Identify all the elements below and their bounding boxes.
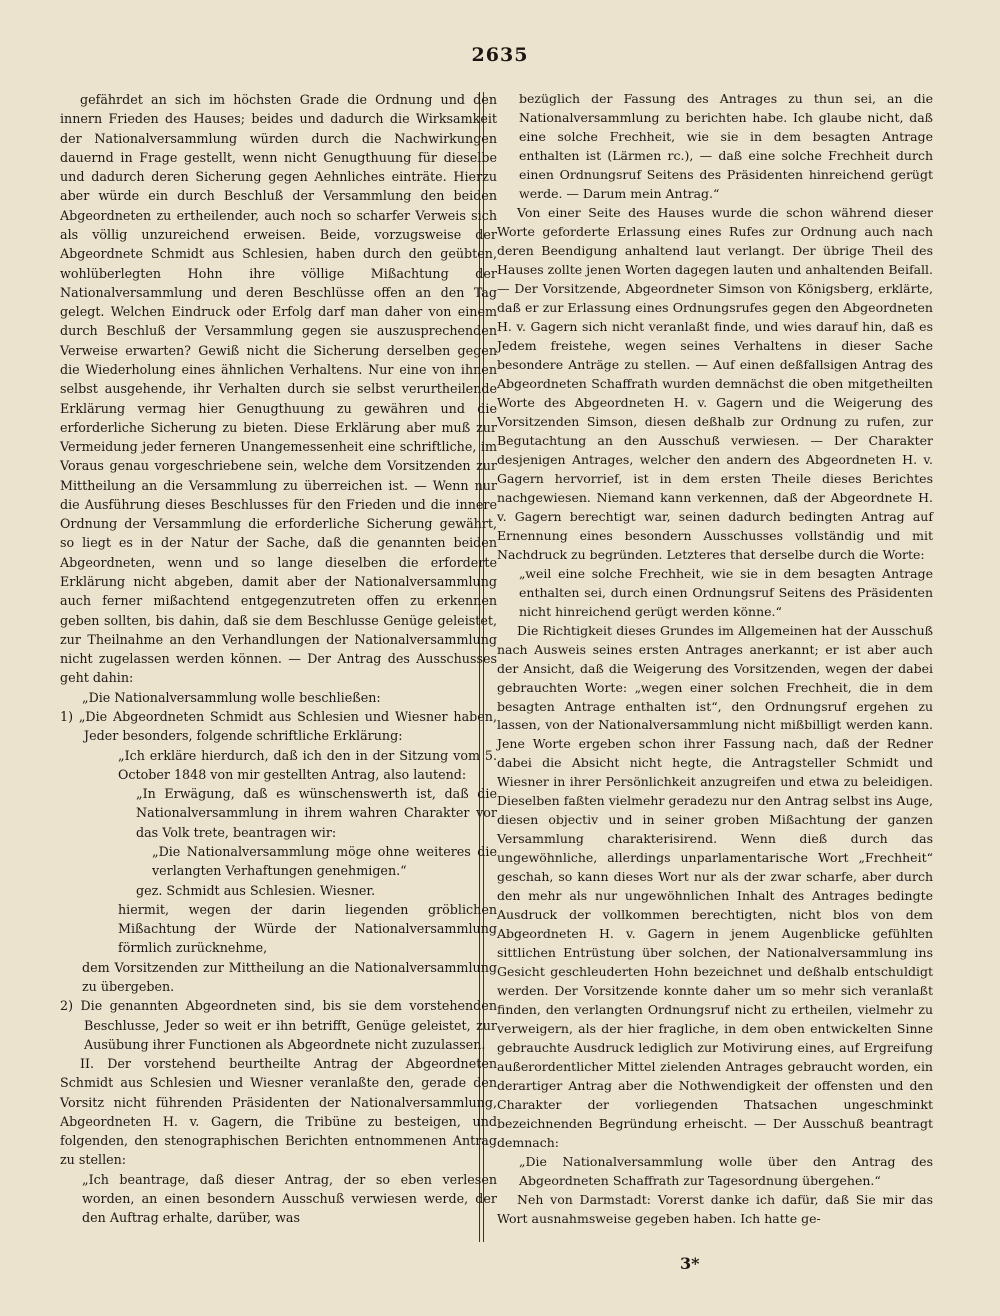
paragraph: „Die Nationalversammlung wolle über den Antrag des Abgeordneten Schaffrath zur Tagesordnung übergehen.“ <box>519 1154 933 1189</box>
paragraph: II. Der vorstehend beurtheilte Antrag der Abgeordneten Schmidt aus Schlesien und Wiesner veranlaßte den, gerade den Vorsitz nicht führenden Präsidenten der Nationalversammlung, Abgeordneten H. v. Gagern, die Tribüne zu besteigen, und folgenden, den stenographischen Berichten entnommenen Antrag zu stellen: <box>60 1056 497 1168</box>
paragraph: „Die Nationalversammlung möge ohne weiteres die verlangten Verhaftungen genehmigen.“ <box>152 843 497 879</box>
paragraph: „Ich erkläre hierdurch, daß ich den in der Sitzung vom 5. October 1848 von mir gestellten Antrag, also lautend: <box>118 747 497 782</box>
paragraph: Neh von Darmstadt: Vorerst danke ich dafür, daß Sie mir das Wort ausnahmsweise gegeben haben. Ich hatte ge- <box>497 1192 933 1227</box>
paragraph: „Ich beantrage, daß dieser Antrag, der so eben verlesen worden, an einen besondern Ausschuß verwiesen werde, der den Auftrag erhalte, darüber, was <box>82 1171 497 1226</box>
paragraph: gez. Schmidt aus Schlesien. Wiesner. <box>136 882 376 898</box>
sheet-signature: 3* <box>680 1254 700 1273</box>
paragraph: „Die Nationalversammlung wolle beschließen: <box>82 689 381 705</box>
paragraph: dem Vorsitzenden zur Mittheilung an die Nationalversammlung zu übergeben. <box>82 959 497 994</box>
paragraph: „In Erwägung, daß es wünschenswerth ist, daß die Nationalversammlung in ihrem wahren Charakter vor das Volk trete, beantragen wir: <box>136 786 497 840</box>
paragraph: „weil eine solche Frechheit, wie sie in dem besagten Antrage enthalten sei, durch einen Ordnungsruf Seitens des Präsidenten nicht hinreichend gerügt werden könne.“ <box>519 565 933 619</box>
paragraph: Die Richtigkeit dieses Grundes im Allgemeinen hat der Ausschuß nach Ausweis seines ersten Antrages anerkannt; er ist aber auch der Ansicht, daß die Weigerung des Vorsitzenden, wegen der dabei gebrauchten Worte: „wegen einer solchen Frechheit, die in dem besagten Antrage enthalten ist“, den Ordnungsruf ergehen zu lassen, von der Nationalversammlung nicht mißbilligt werden kann. Jene Worte ergeben schon ihrer Fassung nach, daß der Redner dabei die Absicht nicht hegte, die Antragsteller Schmidt und Wiesner in ihrer Persönlichkeit anzugreifen und etwa zu beleidigen. Dieselben faßten vielmehr geradezu nur den Antrag selbst ins Auge, diesen objectiv und in seiner groben Mißachtung der ganzen Versammlung charakterisirend. Wenn dieß durch das ungewöhnliche, allerdings unparlamentarische Wort „Frechheit“ geschah, so kann dieses Wort nur als der zwar scharfe, aber durch den mehr als nur ungewöhnlichen Inhalt des Antrages bedingte Ausdruck der vollkommen berechtigten, nicht blos von dem Abgeordneten H. v. Gagern in jenem Augenblicke gefühlten sittlichen Entrüstung über solchen, der Nationalversammlung ins Gesicht geschleuderten Hohn bezeichnet und deßhalb entschuldigt werden. Der Vorsitzende konnte daher um so mehr sich veranlaßt finden, den verlangten Ordnungsruf nicht zu ertheilen, vielmehr zu verweigern, als der hier fragliche, in dem oben entwickelten Sinne gebrauchte Ausdruck lediglich zur Motivirung eines, auf Ergreifung außerordentlicher Mittel zielenden Antrages gebraucht worden, ein derartiger Antrag aber die Nothwendigkeit der offensten und den Charakter der vorliegenden Thatsachen ungeschminkt bezeichnenden Begründung erheischt. — Der Ausschuß beantragt demnach: <box>497 622 933 1151</box>
paragraph: Von einer Seite des Hauses wurde die schon während dieser Worte geforderte Erlassung eines Rufes zur Ordnung auch nach deren Beendigung anhaltend laut verlangt. Der übrige Theil des Hauses zollte jenen Worten dagegen lauten und anhaltenden Beifall. — Der Vorsitzende, Abgeordneter Simson von Königsberg, erklärte, daß er zur Erlassung eines Ordnungsrufes gegen den Abgeordneten H. v. Gagern sich nicht veranlaßt finde, und wies darauf hin, daß es Jedem freistehe, wegen seines Verhaltens in dieser Sache besondere Anträge zu stellen. — Auf einen deßfallsigen Antrag des Abgeordneten Schaffrath wurden demnächst die oben mitgetheilten Worte des Abgeordneten H. v. Gagern und die Weigerung des Vorsitzenden Simson, diesen deßhalb zur Ordnung zu rufen, zur Begutachtung an den Ausschuß verwiesen. — Der Charakter desjenigen Antrages, welcher den andern des Abgeordneten H. v. Gagern hervorrief, ist in dem ersten Theile dieses Berichtes nachgewiesen. Niemand kann verkennen, daß der Abgeordnete H. v. Gagern berechtigt war, seinen dadurch bedingten Antrag auf Ernennung eines besondern Ausschusses vollständig und mit Nachdruck zu begründen. Letzteres that derselbe durch die Worte: <box>497 204 933 562</box>
paragraph: hiermit, wegen der darin liegenden gröblichen Mißachtung der Würde der Nationalversammlung förmlich zurücknehme, <box>118 901 497 956</box>
right-column <box>497 90 933 1229</box>
paragraph: gefährdet an sich im höchsten Grade die Ordnung und den innern Frieden des Hauses; beides und dadurch die Wirksamkeit der Nationalversammlung würden durch die Nachwirkungen dauernd in Frage gestellt, wenn nicht Genugthuung für dieselbe und dadurch deren Sicherung gegen Aehnliches einträte. Hierzu aber würde ein durch Beschluß der Versammlung den beiden Abgeordneten zu ertheilender, auch noch so scharfer Verweis sich als völlig unzureichend erweisen. Beide, vorzugsweise der Abgeordnete Schmidt aus Schlesien, haben durch den geübten, wohlüberlegten Hohn ihre völlige Mißachtung der Nationalversammlung und deren Beschlüsse offen an den Tag gelegt. Welchen Eindruck oder Erfolg darf man daher von einem durch Beschluß der Versammlung gegen sie auszusprechenden Verweise erwarten? Gewiß nicht die Sicherung derselben gegen die Wiederholung eines ähnlichen Verhaltens. Nur eine von ihnen selbst ausgehende, ihr Verhalten durch sie selbst verurtheilende Erklärung vermag hier Genugthuung zu gewähren und die erforderliche Sicherung zu bieten. Diese Erklärung aber muß zur Vermeidung jeder ferneren Unangemessenheit eine schriftliche, im Voraus genau vorgeschriebene sein, welche dem Vorsitzenden zur Mittheilung an die Versammlung zu überreichen ist. — Wenn nur die Ausführung dieses Beschlusses für den Frieden und die innere Ordnung der Versammlung die erforderliche Sicherung gewährt, so liegt es in der Natur der Sache, daß die genannten beiden Abgeordneten, wenn und so lange dieselben die erforderte Erklärung nicht abgeben, damit aber der Nationalversammlung auch ferner mißachtend entgegenzutreten offen zu erkennen geben sollten, bis dahin, daß sie dem Beschlusse Genüge geleistet, zur Theilnahme an den Verhandlungen der Nationalversammlung nicht zugelassen werden können. — Der Antrag des Ausschusses geht dahin: <box>60 92 497 686</box>
left-column <box>60 90 497 1228</box>
page-number: 2635 <box>471 44 529 66</box>
paragraph: bezüglich der Fassung des Antrages zu thun sei, an die Nationalversammlung zu berichten habe. Ich glaube nicht, daß eine solche Frechheit, wie sie in dem besagten Antrage enthalten ist (Lärmen rc.), — daß eine solche Frechheit durch einen Ordnungsruf Seitens des Präsidenten hinreichend gerügt werde. — Darum mein Antrag.“ <box>519 91 933 201</box>
paragraph: 1) „Die Abgeordneten Schmidt aus Schlesien und Wiesner haben, Jeder besonders, folgende schriftliche Erklärung: <box>60 709 497 744</box>
paragraph: 2) Die genannten Abgeordneten sind, bis sie dem vorstehenden Beschlusse, Jeder so weit er ihn betrifft, Genüge geleistet, zur Ausübung ihrer Functionen als Abgeordnete nicht zuzulassen. <box>60 998 497 1052</box>
